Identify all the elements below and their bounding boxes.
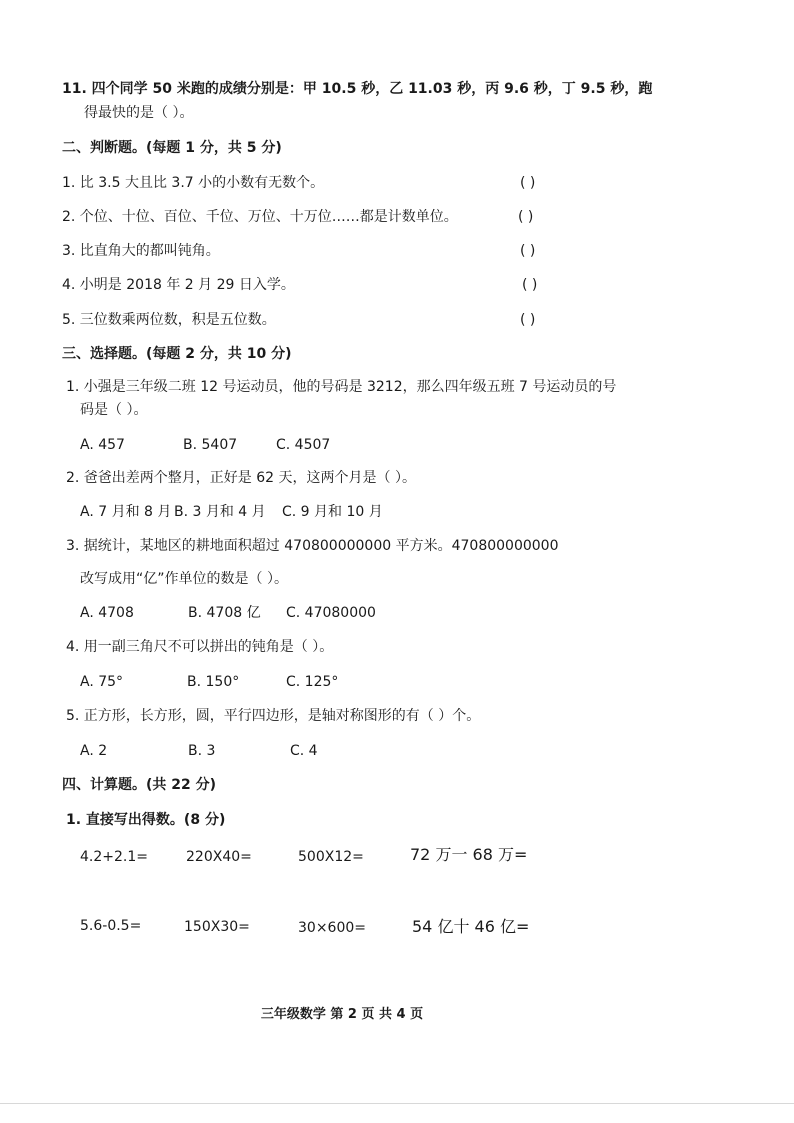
q11-line1: 11. 四个同学 50 米跑的成绩分别是：甲 10.5 秒，乙 11.03 秒，丙 9.6 秒，丁 9.5 秒，跑 (62, 81, 653, 97)
choice-q4-option-a[interactable]: A. 75° (80, 674, 124, 690)
judge-item-5: 5. 三位数乘两位数，积是五位数。 (62, 312, 276, 328)
choice-q3-line2: 改写成用“亿”作单位的数是（ ）。 (80, 571, 288, 587)
judge-answer-5[interactable]: ( ) (520, 312, 536, 328)
calc-item: 54 亿十 46 亿= (412, 917, 530, 936)
judge-answer-1[interactable]: ( ) (520, 175, 536, 191)
choice-q5-option-b[interactable]: B. 3 (188, 743, 216, 759)
judge-item-1: 1. 比 3.5 大且比 3.7 小的小数有无数个。 (62, 175, 325, 191)
choice-q1-line2: 码是（ ）。 (80, 402, 148, 418)
choice-q2-option-b[interactable]: B. 3 月和 4 月 (174, 504, 266, 520)
bottom-divider (0, 1103, 794, 1104)
choice-q5-line1: 5. 正方形，长方形，圆，平行四边形，是轴对称图形的有（ ）个。 (66, 708, 481, 724)
choice-q4-line1: 4. 用一副三角尺不可以拼出的钝角是（ ）。 (66, 639, 334, 655)
calc-heading: 四、计算题。(共 22 分) (62, 777, 217, 793)
calc-item: 150X30= (184, 919, 250, 935)
calc-item: 500X12= (298, 849, 364, 865)
calc-item: 72 万一 68 万= (410, 845, 528, 864)
judge-item-3: 3. 比直角大的都叫钝角。 (62, 243, 220, 259)
choice-heading: 三、选择题。(每题 2 分，共 10 分) (62, 346, 292, 362)
choice-q1-option-c[interactable]: C. 4507 (276, 437, 331, 453)
choice-q3-option-b[interactable]: B. 4708 亿 (188, 605, 261, 621)
choice-q5-option-c[interactable]: C. 4 (290, 743, 318, 759)
q11-line2: 得最快的是（ ）。 (84, 105, 194, 121)
page-footer: 三年级数学 第 2 页 共 4 页 (260, 1007, 424, 1022)
choice-q1-line1: 1. 小强是三年级二班 12 号运动员，他的号码是 3212，那么四年级五班 7 号运动员的号 (66, 379, 617, 395)
choice-q4-option-c[interactable]: C. 125° (286, 674, 339, 690)
choice-q2-option-a[interactable]: A. 7 月和 8 月 (80, 504, 172, 520)
calc-item: 5.6-0.5= (80, 918, 142, 934)
judge-answer-4[interactable]: ( ) (522, 277, 538, 293)
calc-item: 4.2+2.1= (80, 849, 148, 865)
calc-sub1: 1. 直接写出得数。(8 分) (66, 812, 226, 828)
judge-answer-2[interactable]: ( ) (518, 209, 534, 225)
calc-item: 220X40= (186, 849, 252, 865)
choice-q5-option-a[interactable]: A. 2 (80, 743, 108, 759)
choice-q4-option-b[interactable]: B. 150° (187, 674, 240, 690)
judge-item-2: 2. 个位、十位、百位、千位、万位、十万位……都是计数单位。 (62, 209, 458, 225)
calc-item: 30×600= (298, 920, 366, 936)
choice-q3-option-a[interactable]: A. 4708 (80, 605, 134, 621)
choice-q2-option-c[interactable]: C. 9 月和 10 月 (282, 504, 383, 520)
judge-heading: 二、判断题。(每题 1 分，共 5 分) (62, 140, 282, 156)
choice-q3-option-c[interactable]: C. 47080000 (286, 605, 376, 621)
judge-answer-3[interactable]: ( ) (520, 243, 536, 259)
choice-q1-option-a[interactable]: A. 457 (80, 437, 125, 453)
choice-q2-line1: 2. 爸爸出差两个整月，正好是 62 天，这两个月是（ ）。 (66, 470, 416, 486)
choice-q1-option-b[interactable]: B. 5407 (183, 437, 238, 453)
choice-q3-line1: 3. 据统计，某地区的耕地面积超过 470800000000 平方米。470800000000 (66, 538, 559, 554)
judge-item-4: 4. 小明是 2018 年 2 月 29 日入学。 (62, 277, 295, 293)
